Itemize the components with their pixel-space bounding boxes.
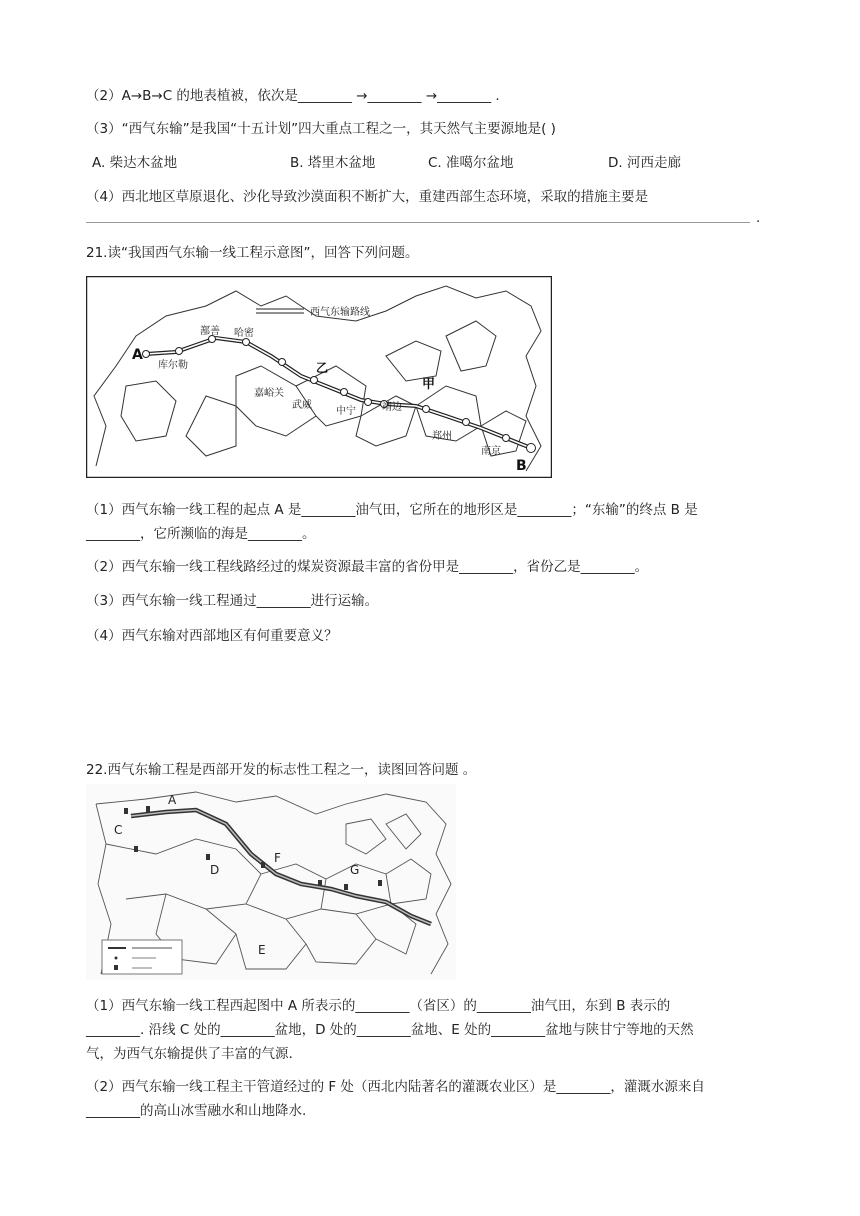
q21-label-wuwei: 武威: [292, 400, 312, 411]
q21-label-kuerle: 库尔勒: [158, 360, 188, 371]
q21-part2: （2）西气东输一线工程线路经过的煤炭资源最丰富的省份甲是________，省份乙是________。: [86, 559, 649, 575]
q20-option-c: C. 准噶尔盆地: [428, 155, 514, 171]
q22-label-a: A: [168, 793, 177, 807]
q22-map: [86, 784, 456, 980]
q21-label-jiayuguan: 嘉峪关: [254, 388, 284, 399]
q21-part4: （4）西气东输对西部地区有何重要意义？: [86, 628, 338, 644]
q21-point-b: B: [516, 458, 527, 474]
q22-label-c: C: [114, 823, 123, 837]
q22-part1c: 气，为西气东输提供了丰富的气源.: [86, 1046, 293, 1062]
q21-label-zhengzhou: 郑州: [432, 431, 452, 442]
q21-legend-text: 西气东输路线: [310, 307, 370, 318]
q21-part1a: （1）西气东输一线工程的起点 A 是________油气田，它所在的地形区是________；“东输”的终点 B 是: [86, 502, 698, 518]
q22-label-d: D: [210, 863, 220, 877]
q22-label-g: G: [350, 863, 360, 877]
q22-part2a: （2）西气东输一线工程主干管道经过的 F 处（西北内陆著名的灌溉农业区）是________，灌溉水源来自: [86, 1079, 705, 1095]
q20-option-d: D. 河西走廊: [608, 155, 681, 171]
q20-part4: （4）西北地区草原退化、沙化导致沙漠面积不断扩大，重建西部生态环境，采取的措施主要是: [86, 189, 649, 205]
q21-point-a: A: [132, 347, 143, 363]
q21-label-yi: 乙: [316, 361, 329, 375]
q20-answer-line: [86, 222, 750, 223]
q22-part1a: （1）西气东输一线工程西起图中 A 所表示的________（省区）的________油气田，东到 B 表示的: [86, 998, 671, 1014]
q20-option-a: A. 柴达木盆地: [92, 155, 178, 171]
q22-stem: 22.西气东输工程是西部开发的标志性工程之一，读图回答问题 。: [86, 762, 477, 778]
q22-label-f: F: [274, 851, 281, 865]
q21-label-hami: 哈密: [234, 328, 254, 339]
q20-part2: （2）A→B→C 的地表植被，依次是________ →________ →________ .: [86, 88, 500, 104]
q21-part3: （3）西气东输一线工程通过________进行运输。: [86, 593, 379, 609]
q22-part2b: ________的高山冰雪融水和山地降水.: [86, 1103, 307, 1119]
q21-label-jingbian: 靖边: [382, 402, 402, 413]
q20-part4-end: .: [756, 210, 761, 226]
q21-label-nanjing: 南京: [481, 446, 501, 457]
q21-label-zhongning: 中宁: [336, 406, 356, 417]
q22-part1b: ________. 沿线 C 处的________盆地，D 处的________盆地、E 处的________盆地与陕甘宁等地的天然: [86, 1022, 694, 1038]
q20-part3: （3）“西气东输”是我国“十五计划”四大重点工程之一，其天然气主要源地是( ): [86, 121, 556, 137]
q21-stem: 21.读“我国西气东输一线工程示意图”，回答下列问题。: [86, 245, 419, 261]
q21-part1b: ________，它所濒临的海是________。: [86, 526, 316, 542]
q21-label-shanshan: 鄯善: [200, 326, 220, 337]
q21-map: [86, 276, 552, 478]
q22-label-e: E: [258, 943, 266, 957]
q21-label-jia: 甲: [422, 377, 436, 392]
q20-option-b: B. 塔里木盆地: [290, 155, 376, 171]
